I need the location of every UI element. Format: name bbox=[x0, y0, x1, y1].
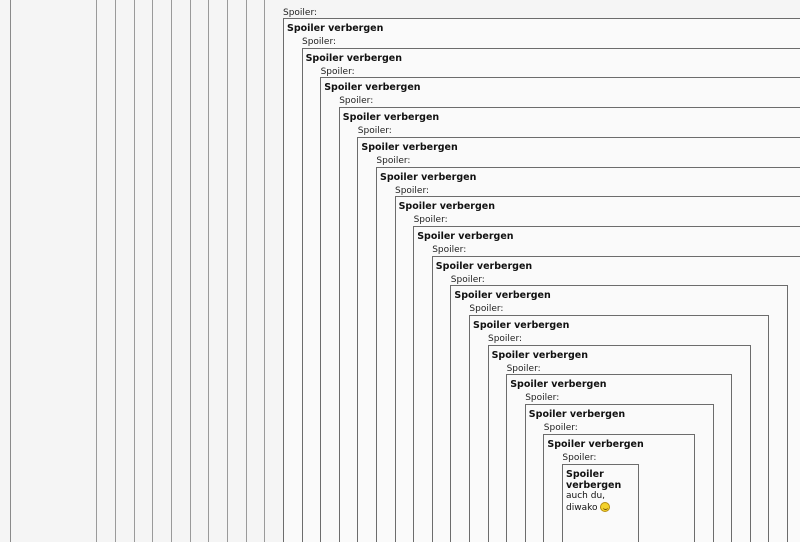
spoiler-label: Spoiler: bbox=[450, 274, 485, 285]
spoiler-label: Spoiler: bbox=[320, 66, 355, 77]
spoiler-hide-toggle[interactable]: Spoiler verbergen bbox=[491, 349, 588, 361]
spoiler-label: Spoiler: bbox=[413, 215, 448, 226]
outer-quote-border bbox=[152, 0, 153, 542]
spoiler-hide-toggle[interactable]: Spoiler verbergen bbox=[324, 82, 421, 94]
spoiler-label: Spoiler: bbox=[376, 155, 411, 166]
spoiler-hide-toggle[interactable]: Spoiler verbergen bbox=[342, 112, 440, 124]
spoiler-hide-toggle[interactable]: Spoiler verbergen bbox=[417, 230, 514, 242]
spoiler-hide-toggle[interactable]: Spoiler verbergen bbox=[528, 409, 626, 421]
spoiler-hide-toggle[interactable]: Spoiler verbergen bbox=[398, 201, 495, 213]
spoiler-hide-toggle[interactable]: Spoiler verbergen bbox=[435, 260, 533, 272]
spoiler-message-row bbox=[566, 502, 610, 514]
spoiler-label: Spoiler: bbox=[283, 8, 318, 18]
outer-quote-border bbox=[134, 0, 135, 542]
spoiler-label: Spoiler: bbox=[395, 185, 430, 196]
outer-quote-border bbox=[246, 0, 247, 542]
spoiler-hide-toggle-line: Spoiler bbox=[566, 468, 604, 480]
spoiler-label: Spoiler: bbox=[432, 244, 467, 255]
spoiler-label: Spoiler: bbox=[525, 393, 560, 404]
spoiler-hide-toggle[interactable]: Spoiler verbergen bbox=[305, 52, 402, 64]
spoiler-message-line: diwako bbox=[566, 502, 598, 513]
spoiler-label: Spoiler: bbox=[488, 334, 523, 344]
outer-quote-border bbox=[190, 0, 191, 542]
spoiler-label: Spoiler: bbox=[543, 423, 578, 434]
spoiler-label: Spoiler: bbox=[302, 37, 337, 47]
spoiler-hide-toggle[interactable]: Spoiler verbergen bbox=[287, 23, 384, 34]
spoiler-hide-toggle[interactable]: Spoiler verbergen bbox=[454, 290, 551, 302]
outer-quote-border bbox=[227, 0, 228, 542]
spoiler-label: Spoiler: bbox=[506, 363, 541, 374]
spoiler-hide-toggle-line: verbergen bbox=[566, 479, 622, 491]
spoiler-label: Spoiler: bbox=[562, 452, 597, 463]
spoiler-hide-toggle[interactable] bbox=[566, 469, 622, 491]
outer-quote-border bbox=[171, 0, 172, 542]
outer-quote-border bbox=[208, 0, 209, 542]
spoiler-label: Spoiler: bbox=[469, 304, 504, 315]
outer-quote-border bbox=[264, 0, 265, 542]
spoiler-hide-toggle[interactable]: Spoiler verbergen bbox=[547, 438, 644, 450]
spoiler-label: Spoiler: bbox=[357, 126, 392, 137]
clipped-header-text bbox=[265, 0, 268, 5]
left-margin-rule bbox=[10, 0, 11, 542]
outer-quote-border bbox=[115, 0, 116, 542]
spoiler-hide-toggle[interactable]: Spoiler verbergen bbox=[510, 379, 607, 391]
outer-quote-border bbox=[96, 0, 97, 542]
spoiler-hide-toggle[interactable]: Spoiler verbergen bbox=[361, 141, 458, 153]
spoiler-message-line: auch du, bbox=[566, 490, 606, 501]
smiley-icon bbox=[600, 502, 610, 512]
spoiler-label: Spoiler: bbox=[339, 96, 374, 107]
spoiler-hide-toggle[interactable]: Spoiler verbergen bbox=[473, 320, 570, 331]
spoiler-hide-toggle[interactable]: Spoiler verbergen bbox=[380, 171, 477, 183]
